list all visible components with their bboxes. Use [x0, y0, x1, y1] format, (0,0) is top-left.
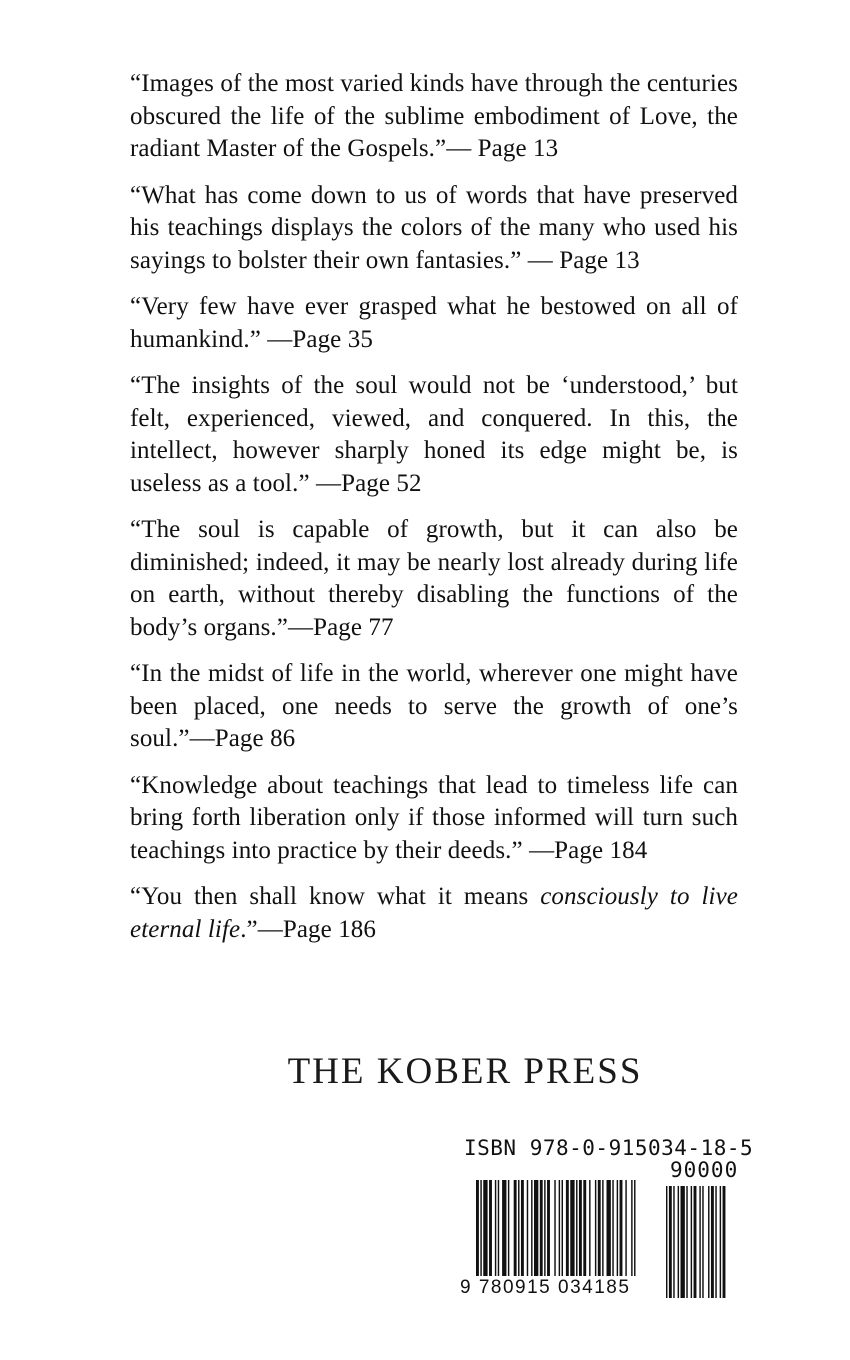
barcode-bar	[576, 1180, 577, 1276]
quote-italic-text: consciously to live eternal life	[130, 883, 738, 943]
barcode-bar	[476, 1180, 479, 1276]
barcode-bar	[554, 1180, 555, 1276]
barcode-bar	[625, 1180, 626, 1276]
barcode-addon-bar	[666, 1186, 667, 1298]
isbn-barcode	[460, 1136, 760, 1308]
quote	[130, 881, 738, 946]
barcode-bar	[514, 1180, 517, 1276]
barcode-bar	[540, 1180, 543, 1276]
barcode-addon-bar	[673, 1186, 674, 1298]
barcode-bar	[634, 1180, 635, 1276]
barcode-bar	[508, 1180, 509, 1276]
barcode-bar	[620, 1180, 623, 1276]
barcode-bar	[631, 1180, 632, 1276]
barcode-bar	[502, 1180, 506, 1276]
barcode-bar	[483, 1180, 487, 1276]
ean-digits: 9 780915 034185	[460, 1277, 631, 1298]
barcode-bar	[607, 1180, 611, 1276]
quote: “The soul is capable of growth, but it can also be diminished; indeed, it may be nearly lost already during life on earth, without thereby disabling the functions of the body’s organs.”—Page 77	[130, 516, 738, 641]
barcode-bar	[559, 1180, 560, 1276]
barcode-bar	[534, 1180, 538, 1276]
quote: “Very few have ever grasped what he bestowed on all of humankind.” —Page 35	[130, 293, 738, 353]
barcode-addon-bar	[691, 1186, 692, 1298]
barcode-bar	[531, 1180, 532, 1276]
barcode-bar	[583, 1180, 586, 1276]
quote: “Knowledge about teachings that lead to timeless life can bring forth liberation only if those informed will turn such teachings into practice by their deeds.” —Page 184	[130, 771, 738, 864]
barcode-addon-bar	[686, 1186, 687, 1298]
barcode-bar	[480, 1180, 481, 1276]
quote: “In the midst of life in the world, wherever one might have been placed, one needs to serve the growth of one’s soul.”—Page 86	[130, 660, 738, 752]
barcode-bar	[570, 1180, 574, 1276]
publisher-name: THE KOBER PRESS	[287, 1051, 643, 1092]
barcode-bar	[489, 1180, 492, 1276]
quotes-list	[130, 68, 738, 960]
barcode-addon-bar	[720, 1186, 721, 1298]
barcode-bar	[495, 1180, 496, 1276]
quote-text: “You then shall know what it means	[130, 883, 541, 910]
barcode-addon-bar	[669, 1186, 672, 1298]
barcode-bar	[595, 1180, 596, 1276]
barcode-bar	[521, 1180, 524, 1276]
barcode-bar	[544, 1180, 545, 1276]
barcode-addon-bar	[715, 1186, 716, 1298]
barcode-addon-bar	[711, 1186, 714, 1298]
isbn-label: ISBN 978-0-915034-18-5	[464, 1136, 754, 1160]
barcode-bar	[566, 1180, 569, 1276]
barcode-bar	[617, 1180, 618, 1276]
barcode-bar	[527, 1180, 528, 1276]
barcode-addon-bar	[708, 1186, 709, 1298]
barcode-bar	[547, 1180, 550, 1276]
barcode-bar	[612, 1180, 613, 1276]
barcode-bar	[602, 1180, 603, 1276]
barcode-addon-bar	[699, 1186, 700, 1298]
barcode-addon-bar	[702, 1186, 703, 1298]
barcode-bar	[598, 1180, 601, 1276]
barcode-bar	[579, 1180, 582, 1276]
quote: “The insights of the soul would not be ‘understood,’ but felt, experienced, viewed, and conquered. In this, the intellect, however sharply honed its edge might be, is useless as a tool.” —Page 52	[130, 372, 738, 497]
barcode-addon-bar	[723, 1186, 726, 1298]
barcode-bar	[498, 1180, 499, 1276]
barcode-bar	[518, 1180, 519, 1276]
barcode-bar	[589, 1180, 590, 1276]
barcode-addon-bar	[694, 1186, 697, 1298]
barcode-addon-bar	[681, 1186, 685, 1298]
price-code: 90000	[670, 1158, 739, 1182]
barcode-addon-bar	[678, 1186, 679, 1298]
quote-text-end: .”—Page 186	[240, 915, 376, 943]
barcode-bar	[562, 1180, 563, 1276]
quote: “What has come down to us of words that have preserved his teachings displays the colors of the many who used his sayings to bolster their own fantasies.” — Page 13	[130, 181, 738, 274]
quote: “Images of the most varied kinds have through the centuries obscured the life of the sublime embodiment of Love, the radiant Master of the Gospels.”— Page 13	[130, 70, 738, 162]
